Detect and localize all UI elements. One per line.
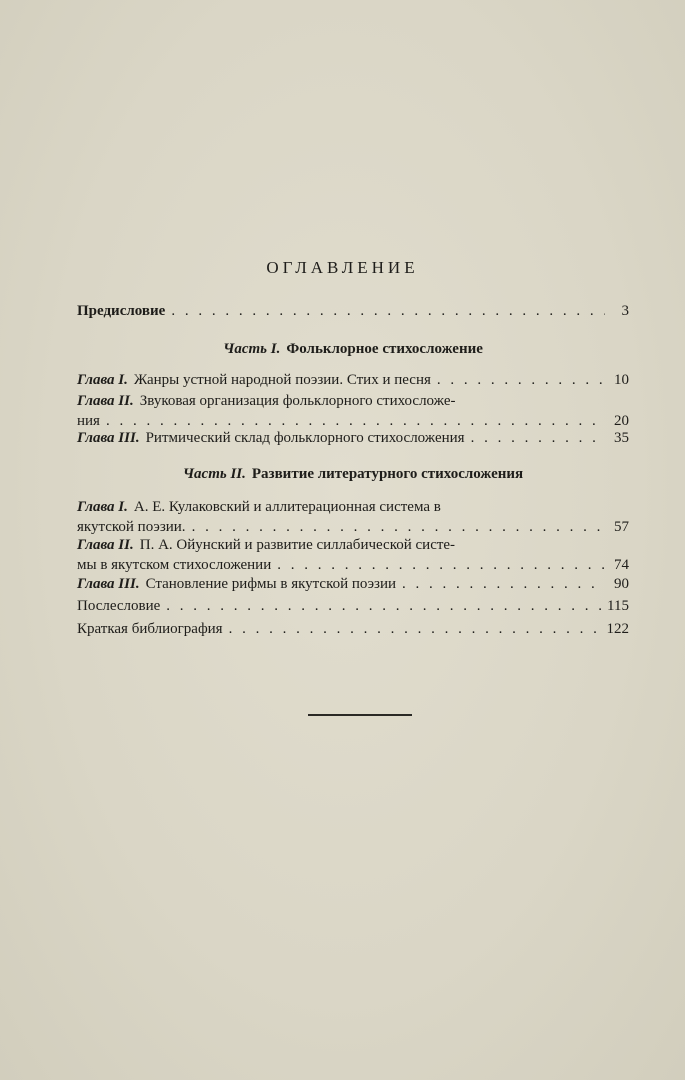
chapter-label: Глава II.	[77, 537, 134, 553]
chapter-title: П. А. Ойунский и развитие силлабической систе-	[139, 537, 456, 553]
chapter-title-cont: ния	[77, 413, 100, 429]
page-number: 115	[607, 598, 629, 614]
chapter-title: Жанры устной народной поэзии. Стих и песня	[133, 372, 431, 388]
chapter-title: Ритмический склад фольклорного стихосложения	[145, 430, 465, 446]
part-title: Фольклорное стихосложение	[286, 341, 483, 357]
toc-entry-afterword[interactable]	[77, 596, 629, 616]
part-2-heading	[77, 466, 629, 483]
entry-text: Послесловие	[77, 598, 161, 614]
page-number: 20	[614, 413, 629, 429]
page-number: 122	[606, 621, 629, 637]
part-label: Часть II.	[182, 466, 246, 482]
page-number: 57	[614, 519, 629, 535]
entry-text: Предисловие	[77, 303, 166, 319]
chapter-title-cont: якутской поэзии.	[77, 519, 186, 535]
leader-dots	[471, 428, 605, 448]
page-number: 3	[621, 303, 629, 319]
entry-text: Краткая библиография	[77, 621, 223, 637]
toc-entry-preface[interactable]	[77, 301, 629, 321]
toc-entry-part1-ch1[interactable]	[77, 370, 629, 390]
chapter-title: А. Е. Кулаковский и аллитерационная система в	[133, 499, 441, 515]
toc-entry-part2-ch2[interactable]	[77, 535, 629, 575]
part-1-heading	[77, 341, 629, 358]
page-number: 35	[614, 430, 629, 446]
leader-dots	[171, 301, 605, 321]
chapter-title: Звуковая организация фольклорного стихосложе-	[139, 393, 456, 409]
toc-entry-part1-ch3[interactable]	[77, 428, 629, 448]
leader-dots	[229, 619, 601, 639]
leader-dots	[437, 370, 605, 390]
page-number: 90	[614, 576, 629, 592]
leader-dots	[166, 596, 601, 616]
toc-entry-part1-ch2[interactable]	[77, 391, 629, 431]
leader-dots	[277, 555, 605, 575]
leader-dots	[192, 517, 605, 537]
toc-entry-part2-ch3[interactable]	[77, 574, 629, 594]
chapter-title: Становление рифмы в якутской поэзии	[145, 576, 397, 592]
part-label: Часть I.	[223, 341, 281, 357]
toc-title: ОГЛАВЛЕНИЕ	[266, 258, 419, 277]
chapter-label: Глава I.	[77, 499, 128, 515]
part-title: Развитие литературного стихосложения	[251, 466, 524, 482]
chapter-label: Глава III.	[77, 430, 140, 446]
toc-entry-bibliography[interactable]	[77, 619, 629, 639]
page-number: 74	[614, 557, 629, 573]
chapter-label: Глава I.	[77, 372, 128, 388]
page-number: 10	[614, 372, 629, 388]
chapter-title-cont: мы в якутском стихосложении	[77, 557, 272, 573]
chapter-label: Глава III.	[77, 576, 140, 592]
chapter-label: Глава II.	[77, 393, 134, 409]
closing-rule	[308, 714, 412, 716]
leader-dots	[402, 574, 605, 594]
toc-entry-part2-ch1[interactable]	[77, 497, 629, 537]
